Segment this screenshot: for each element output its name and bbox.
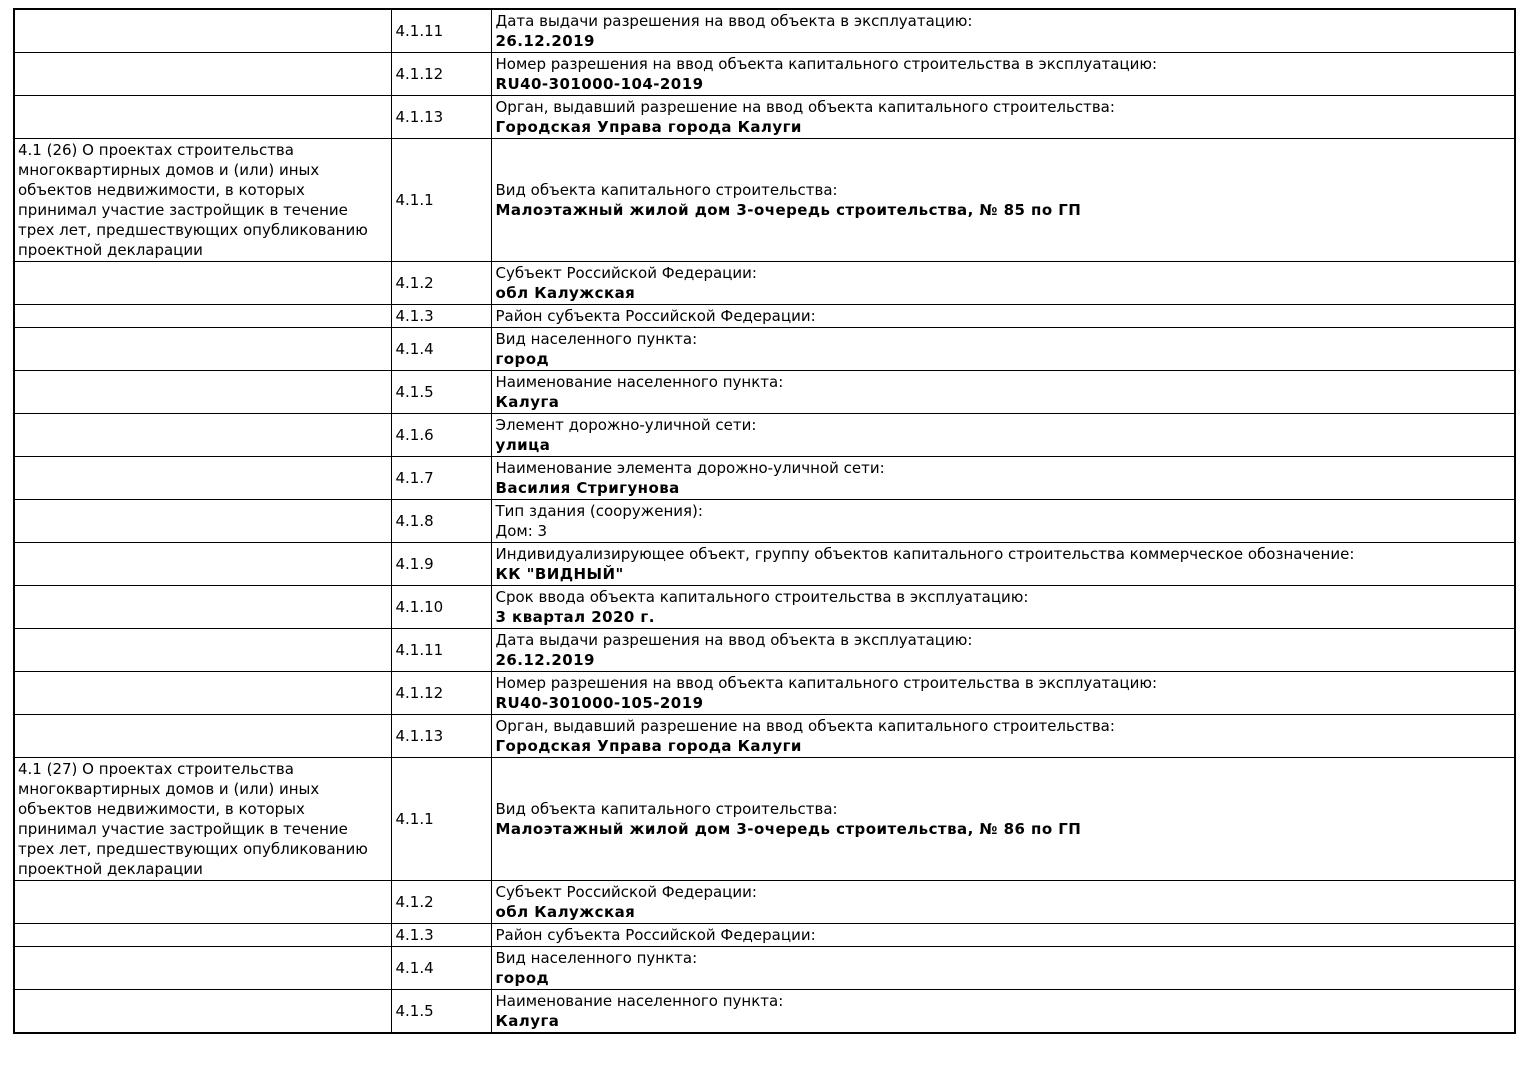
code-cell: 4.1.4 <box>391 947 491 990</box>
section-cell <box>14 9 391 53</box>
table-row <box>14 586 1515 629</box>
content-cell <box>491 96 1515 139</box>
section-cell <box>14 672 391 715</box>
declaration-table <box>13 8 1516 1034</box>
section-cell <box>14 924 391 947</box>
field-label: Срок ввода объекта капитального строительства в эксплуатацию: <box>495 588 1029 606</box>
table-row <box>14 672 1515 715</box>
field-label: Наименование элемента дорожно-уличной сети: <box>495 459 885 477</box>
content-cell <box>491 924 1515 947</box>
content-cell <box>491 758 1515 881</box>
table-row <box>14 924 1515 947</box>
code-cell: 4.1.13 <box>391 715 491 758</box>
field-label: Дата выдачи разрешения на ввод объекта в эксплуатацию: <box>495 12 973 30</box>
content-cell <box>491 53 1515 96</box>
field-label: Вид населенного пункта: <box>495 330 698 348</box>
content-cell <box>491 9 1515 53</box>
table-row <box>14 457 1515 500</box>
field-label: Район субъекта Российской Федерации: <box>495 926 816 944</box>
content-cell <box>491 305 1515 328</box>
field-label: Вид объекта капитального строительства: <box>495 800 838 818</box>
code-cell: 4.1.12 <box>391 672 491 715</box>
table-row <box>14 414 1515 457</box>
table-row <box>14 881 1515 924</box>
table-row <box>14 990 1515 1034</box>
code-cell: 4.1.8 <box>391 500 491 543</box>
code-cell: 4.1.4 <box>391 328 491 371</box>
code-cell: 4.1.2 <box>391 881 491 924</box>
table-row <box>14 500 1515 543</box>
section-cell <box>14 53 391 96</box>
section-cell <box>14 990 391 1034</box>
field-value: Василия Стригунова <box>495 479 680 497</box>
field-value: обл Калужская <box>495 284 636 302</box>
content-cell <box>491 500 1515 543</box>
code-cell: 4.1.5 <box>391 990 491 1034</box>
code-cell: 4.1.12 <box>391 53 491 96</box>
field-label: Дата выдачи разрешения на ввод объекта в эксплуатацию: <box>495 631 973 649</box>
table-row <box>14 758 1515 881</box>
section-cell <box>14 586 391 629</box>
content-cell <box>491 371 1515 414</box>
table-row <box>14 715 1515 758</box>
table-row <box>14 305 1515 328</box>
field-label: Индивидуализирующее объект, группу объектов капитального строительства коммерческое обозначение: <box>495 545 1355 563</box>
field-value: Городская Управа города Калуги <box>495 118 802 136</box>
table-row <box>14 947 1515 990</box>
field-value: Дом: 3 <box>495 522 548 540</box>
field-value: 3 квартал 2020 г. <box>495 608 655 626</box>
field-value: Калуга <box>495 393 560 411</box>
code-cell: 4.1.6 <box>391 414 491 457</box>
table-row <box>14 9 1515 53</box>
content-cell <box>491 672 1515 715</box>
table-row <box>14 328 1515 371</box>
content-cell <box>491 881 1515 924</box>
field-label: Вид объекта капитального строительства: <box>495 181 838 199</box>
code-cell: 4.1.11 <box>391 9 491 53</box>
table-row <box>14 543 1515 586</box>
declaration-table-body <box>14 9 1515 1033</box>
field-label: Наименование населенного пункта: <box>495 992 784 1010</box>
field-value: Малоэтажный жилой дом 3-очередь строительства, № 86 по ГП <box>495 820 1082 838</box>
code-cell: 4.1.7 <box>391 457 491 500</box>
code-cell: 4.1.1 <box>391 139 491 262</box>
field-value: КК "ВИДНЫЙ" <box>495 565 624 583</box>
field-label: Наименование населенного пункта: <box>495 373 784 391</box>
field-label: Номер разрешения на ввод объекта капитального строительства в эксплуатацию: <box>495 55 1158 73</box>
section-cell: 4.1 (27) О проектах строительства многоквартирных домов и (или) иных объектов недвижимости, в которых принимал участие застройщик в течение трех лет, предшествующих опубликованию проектной декларации <box>14 758 391 881</box>
field-value: Калуга <box>495 1012 560 1030</box>
section-cell <box>14 457 391 500</box>
table-row <box>14 262 1515 305</box>
field-value: Городская Управа города Калуги <box>495 737 802 755</box>
field-value: 26.12.2019 <box>495 651 595 669</box>
field-label: Тип здания (сооружения): <box>495 502 703 520</box>
code-cell: 4.1.5 <box>391 371 491 414</box>
field-label: Субъект Российской Федерации: <box>495 883 757 901</box>
code-cell: 4.1.1 <box>391 758 491 881</box>
field-label: Номер разрешения на ввод объекта капитального строительства в эксплуатацию: <box>495 674 1158 692</box>
section-cell <box>14 414 391 457</box>
content-cell <box>491 139 1515 262</box>
field-label: Вид населенного пункта: <box>495 949 698 967</box>
section-cell <box>14 305 391 328</box>
field-label: Субъект Российской Федерации: <box>495 264 757 282</box>
code-cell: 4.1.9 <box>391 543 491 586</box>
content-cell <box>491 457 1515 500</box>
content-cell <box>491 629 1515 672</box>
content-cell <box>491 586 1515 629</box>
section-cell <box>14 543 391 586</box>
field-label: Орган, выдавший разрешение на ввод объекта капитального строительства: <box>495 717 1115 735</box>
table-row <box>14 96 1515 139</box>
field-value: 26.12.2019 <box>495 32 595 50</box>
field-value: RU40-301000-105-2019 <box>495 694 704 712</box>
table-row <box>14 139 1515 262</box>
section-cell <box>14 262 391 305</box>
field-value: город <box>495 350 550 368</box>
section-cell <box>14 328 391 371</box>
section-cell: 4.1 (26) О проектах строительства многоквартирных домов и (или) иных объектов недвижимости, в которых принимал участие застройщик в течение трех лет, предшествующих опубликованию проектной декларации <box>14 139 391 262</box>
section-cell <box>14 96 391 139</box>
section-cell <box>14 371 391 414</box>
table-row <box>14 629 1515 672</box>
field-value: улица <box>495 436 551 454</box>
field-value: город <box>495 969 550 987</box>
table-row <box>14 53 1515 96</box>
field-value: обл Калужская <box>495 903 636 921</box>
field-label: Район субъекта Российской Федерации: <box>495 307 816 325</box>
content-cell <box>491 414 1515 457</box>
section-cell <box>14 715 391 758</box>
section-cell <box>14 947 391 990</box>
field-value: RU40-301000-104-2019 <box>495 75 704 93</box>
section-cell <box>14 500 391 543</box>
code-cell: 4.1.11 <box>391 629 491 672</box>
section-cell <box>14 629 391 672</box>
field-value: Малоэтажный жилой дом 3-очередь строительства, № 85 по ГП <box>495 201 1082 219</box>
field-label: Орган, выдавший разрешение на ввод объекта капитального строительства: <box>495 98 1115 116</box>
code-cell: 4.1.3 <box>391 924 491 947</box>
content-cell <box>491 262 1515 305</box>
content-cell <box>491 947 1515 990</box>
content-cell <box>491 715 1515 758</box>
content-cell <box>491 328 1515 371</box>
section-cell <box>14 881 391 924</box>
content-cell <box>491 543 1515 586</box>
code-cell: 4.1.13 <box>391 96 491 139</box>
code-cell: 4.1.2 <box>391 262 491 305</box>
code-cell: 4.1.10 <box>391 586 491 629</box>
field-label: Элемент дорожно-уличной сети: <box>495 416 757 434</box>
table-row <box>14 371 1515 414</box>
content-cell <box>491 990 1515 1034</box>
code-cell: 4.1.3 <box>391 305 491 328</box>
